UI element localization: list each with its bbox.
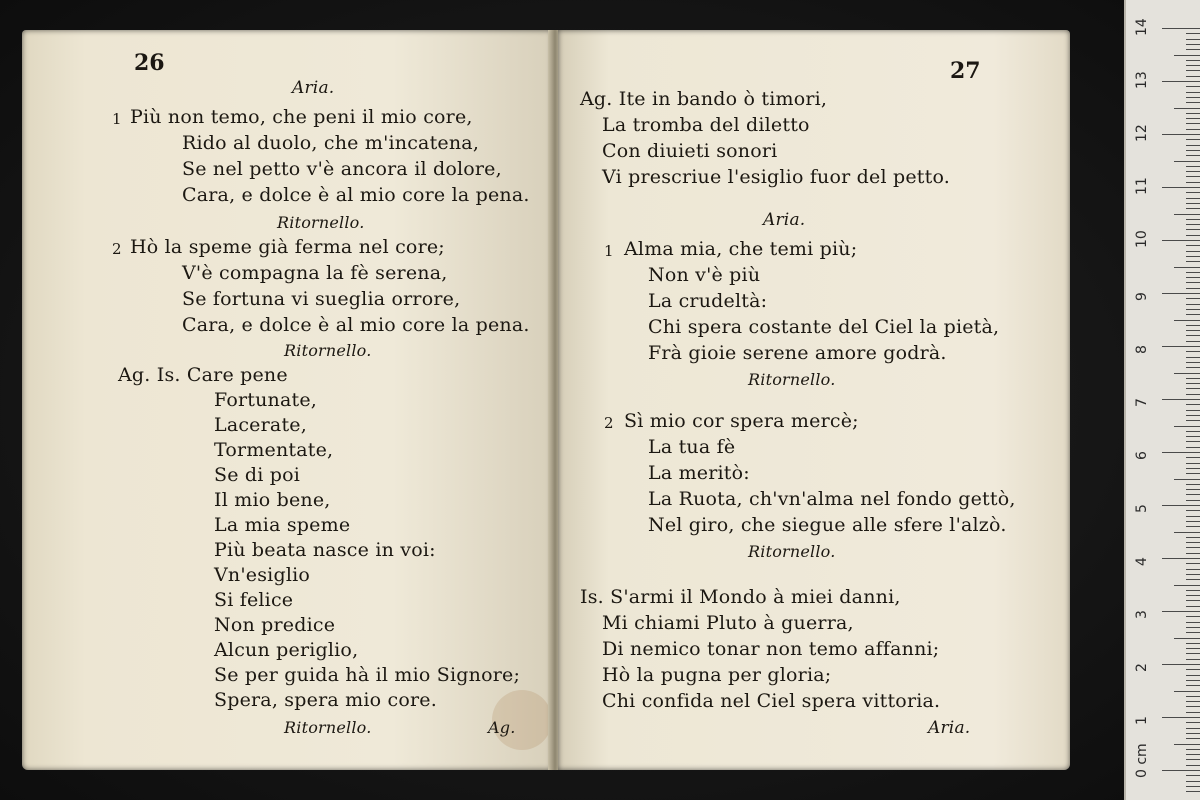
text-line: Se di poi: [214, 464, 301, 486]
ruler-tick: [1186, 759, 1200, 760]
ruler-tick: [1186, 712, 1200, 713]
ruler-tick: [1186, 510, 1200, 511]
ruler-tick: [1186, 675, 1200, 676]
ruler-tick: [1162, 717, 1200, 718]
ruler-tick: [1174, 585, 1200, 586]
ruler-tick: [1186, 272, 1200, 273]
ruler-tick: [1186, 357, 1200, 358]
ruler-tick: [1186, 404, 1200, 405]
ruler-tick: [1174, 373, 1200, 374]
ruler-tick: [1186, 521, 1200, 522]
ruler-tick: [1186, 473, 1200, 474]
ruler-tick: [1162, 346, 1200, 347]
ruler-tick: [1186, 500, 1200, 501]
ruler-tick: [1174, 267, 1200, 268]
ruler-tick: [1186, 553, 1200, 554]
ritornello-label: Ritornello.: [284, 718, 372, 737]
ruler-tick: [1186, 325, 1200, 326]
text-line: Nel giro, che siegue alle sfere l'alzò.: [648, 514, 1007, 536]
ruler-tick: [1174, 108, 1200, 109]
text-line: La tromba del diletto: [602, 114, 810, 136]
ruler-tick: [1186, 791, 1200, 792]
ruler-tick: [1174, 426, 1200, 427]
ruler-tick: [1186, 569, 1200, 570]
ruler-tick: [1186, 627, 1200, 628]
text-line: Non predice: [214, 614, 336, 636]
ruler-tick: [1186, 304, 1200, 305]
ruler-tick: [1186, 86, 1200, 87]
ruler-tick: [1186, 542, 1200, 543]
text-line: Più beata nasce in voi:: [214, 539, 436, 561]
ruler-tick: [1162, 28, 1200, 29]
ruler-tick: [1186, 680, 1200, 681]
ruler-tick: [1186, 606, 1200, 607]
ruler-tick: [1186, 563, 1200, 564]
text-line: Spera, spera mio core.: [214, 689, 437, 711]
text-line: Hò la speme già ferma nel core;: [130, 236, 445, 258]
ruler-tick: [1186, 33, 1200, 34]
ruler-tick: [1186, 547, 1200, 548]
ruler-tick: [1186, 431, 1200, 432]
ruler-tick: [1186, 669, 1200, 670]
ruler-tick: [1186, 706, 1200, 707]
ruler-tick: [1186, 298, 1200, 299]
ruler-tick: [1186, 309, 1200, 310]
ruler-tick: [1174, 744, 1200, 745]
ruler-label: 1: [1134, 716, 1150, 725]
ruler-tick: [1186, 92, 1200, 93]
ruler-tick: [1186, 166, 1200, 167]
ruler-tick: [1186, 733, 1200, 734]
text-line: Rido al duolo, che m'incatena,: [182, 132, 480, 154]
ruler-tick: [1174, 479, 1200, 480]
text-line: Cara, e dolce è al mio core la pena.: [182, 314, 530, 336]
ritornello-label: Ritornello.: [284, 341, 372, 360]
ruler-label: 6: [1134, 451, 1150, 460]
text-line: La mia speme: [214, 514, 351, 536]
ruler-tick: [1186, 97, 1200, 98]
ruler-tick: [1186, 383, 1200, 384]
ruler-tick: [1186, 410, 1200, 411]
text-line: La tua fè: [648, 436, 736, 458]
ruler-tick: [1186, 219, 1200, 220]
ruler-tick: [1186, 600, 1200, 601]
ruler-tick: [1186, 314, 1200, 315]
text-line: La meritò:: [648, 462, 750, 484]
text-line: La crudeltà:: [648, 290, 768, 312]
ruler-tick: [1186, 643, 1200, 644]
ruler-tick: [1186, 754, 1200, 755]
ruler-tick: [1186, 367, 1200, 368]
ruler-tick: [1186, 208, 1200, 209]
text-line: Non v'è più: [648, 264, 761, 286]
ruler-tick: [1186, 632, 1200, 633]
ruler-label: 0 cm: [1134, 743, 1150, 778]
text-line: Cara, e dolce è al mio core la pena.: [182, 184, 530, 206]
ruler-tick: [1186, 394, 1200, 395]
ruler-tick: [1162, 81, 1200, 82]
ruler-tick: [1186, 277, 1200, 278]
ruler-tick: [1186, 484, 1200, 485]
ruler-tick: [1162, 664, 1200, 665]
ruler-tick: [1186, 282, 1200, 283]
text-line: Se fortuna vi sueglia orrore,: [182, 288, 461, 310]
left-page-number: 26: [134, 50, 165, 76]
ruler-tick: [1186, 229, 1200, 230]
ruler-tick: [1186, 330, 1200, 331]
ruler-label: 12: [1134, 124, 1150, 142]
left-page: [22, 30, 552, 770]
ruler-tick: [1186, 441, 1200, 442]
ruler-tick: [1186, 351, 1200, 352]
text-line: Con diuieti sonori: [602, 140, 778, 162]
ruler-tick: [1186, 251, 1200, 252]
text-line: V'è compagna la fè serena,: [182, 262, 448, 284]
text-line: Ag. Is. Care pene: [118, 364, 288, 386]
ruler-label: 8: [1134, 345, 1150, 354]
text-line: Ag. Ite in bando ò timori,: [580, 88, 828, 110]
text-line: Il mio bene,: [214, 489, 331, 511]
ruler-tick: [1174, 691, 1200, 692]
ruler-tick: [1186, 420, 1200, 421]
ruler-tick: [1186, 738, 1200, 739]
ruler-tick: [1186, 65, 1200, 66]
ruler-tick: [1186, 786, 1200, 787]
ruler-tick: [1186, 765, 1200, 766]
ruler-tick: [1186, 574, 1200, 575]
ruler-tick: [1186, 60, 1200, 61]
text-line: Fortunate,: [214, 389, 318, 411]
ritornello-label: Ritornello.: [748, 542, 836, 561]
ruler-tick: [1162, 240, 1200, 241]
ruler-tick: [1186, 145, 1200, 146]
right-page: [558, 30, 1070, 770]
ruler-tick: [1186, 39, 1200, 40]
ruler-tick: [1186, 150, 1200, 151]
text-line: Vn'esiglio: [214, 564, 311, 586]
ritornello-label: Ritornello.: [277, 213, 365, 232]
ruler-tick: [1186, 176, 1200, 177]
ruler-tick: [1186, 537, 1200, 538]
text-line: Mi chiami Pluto à guerra,: [602, 612, 854, 634]
ruler-tick: [1174, 532, 1200, 533]
text-line: Si felice: [214, 589, 294, 611]
ritornello-label: Ritornello.: [748, 370, 836, 389]
ruler-label: 7: [1134, 398, 1150, 407]
text-line: Se per guida hà il mio Signore;: [214, 664, 521, 686]
right-heading: Aria.: [763, 210, 806, 230]
ruler-tick: [1174, 320, 1200, 321]
ruler-tick: [1186, 129, 1200, 130]
ruler-tick: [1186, 388, 1200, 389]
ruler-tick: [1186, 49, 1200, 50]
ruler-tick: [1186, 436, 1200, 437]
ruler-tick: [1186, 526, 1200, 527]
ruler-tick: [1186, 198, 1200, 199]
ruler-tick: [1186, 415, 1200, 416]
ruler-tick: [1162, 134, 1200, 135]
ruler-tick: [1186, 70, 1200, 71]
ruler-tick: [1186, 722, 1200, 723]
ruler-tick: [1186, 341, 1200, 342]
ruler-label: 11: [1134, 177, 1150, 195]
text-line: Di nemico tonar non temo affanni;: [602, 638, 940, 660]
ruler-tick: [1186, 685, 1200, 686]
verse-number: 1: [604, 242, 614, 260]
ruler-tick: [1186, 701, 1200, 702]
text-line: Hò la pugna per gloria;: [602, 664, 832, 686]
ruler-tick: [1186, 123, 1200, 124]
ruler-tick: [1186, 516, 1200, 517]
ruler-tick: [1186, 102, 1200, 103]
ruler-tick: [1186, 235, 1200, 236]
text-line: Frà gioie serene amore godrà.: [648, 342, 947, 364]
left-heading: Aria.: [292, 78, 335, 98]
ruler-tick: [1186, 118, 1200, 119]
ruler-tick: [1174, 161, 1200, 162]
ruler-tick: [1186, 468, 1200, 469]
ruler-label: 3: [1134, 610, 1150, 619]
ruler-label: 10: [1134, 230, 1150, 248]
ruler-tick: [1186, 256, 1200, 257]
ruler-tick: [1162, 293, 1200, 294]
ruler-tick: [1186, 192, 1200, 193]
ruler-tick: [1186, 494, 1200, 495]
text-line: La Ruota, ch'vn'alma nel fondo gettò,: [648, 488, 1016, 510]
ruler-tick: [1186, 457, 1200, 458]
ruler-tick: [1186, 590, 1200, 591]
text-line: Sì mio cor spera mercè;: [624, 410, 859, 432]
ruler-tick: [1186, 595, 1200, 596]
text-line: Alma mia, che temi più;: [624, 238, 858, 260]
ruler-label: 13: [1134, 71, 1150, 89]
ruler-tick: [1186, 749, 1200, 750]
measurement-ruler: [1124, 0, 1200, 800]
ruler-tick: [1174, 214, 1200, 215]
ruler-tick: [1162, 770, 1200, 771]
ruler-tick: [1186, 622, 1200, 623]
ruler-tick: [1162, 611, 1200, 612]
ruler-tick: [1162, 452, 1200, 453]
text-line: Vi prescriue l'esiglio fuor del petto.: [602, 166, 951, 188]
ruler-tick: [1186, 171, 1200, 172]
ruler-tick: [1186, 261, 1200, 262]
ruler-tick: [1186, 113, 1200, 114]
ruler-tick: [1174, 638, 1200, 639]
ruler-tick: [1186, 245, 1200, 246]
ruler-tick: [1186, 659, 1200, 660]
ruler-tick: [1186, 335, 1200, 336]
text-line: Is. S'armi il Mondo à miei danni,: [580, 586, 901, 608]
ruler-label: 2: [1134, 663, 1150, 672]
ruler-label: 4: [1134, 557, 1150, 566]
right-page-number: 27: [950, 58, 981, 84]
ruler-tick: [1186, 648, 1200, 649]
ruler-tick: [1186, 616, 1200, 617]
open-book: [18, 22, 1080, 774]
text-line: Lacerate,: [214, 414, 307, 436]
ruler-tick: [1186, 44, 1200, 45]
verse-number: 2: [112, 240, 122, 258]
verse-number: 1: [112, 110, 122, 128]
ruler-tick: [1174, 55, 1200, 56]
ruler-tick: [1186, 76, 1200, 77]
text-line: Più non temo, che peni il mio core,: [130, 106, 473, 128]
ruler-tick: [1186, 463, 1200, 464]
ruler-tick: [1186, 447, 1200, 448]
ruler-tick: [1186, 155, 1200, 156]
ruler-tick: [1186, 378, 1200, 379]
ruler-label: 5: [1134, 504, 1150, 513]
catchword: Aria.: [928, 718, 971, 738]
ruler-tick: [1186, 579, 1200, 580]
text-line: Tormentate,: [214, 439, 334, 461]
text-line: Chi spera costante del Ciel la pietà,: [648, 316, 1000, 338]
ruler-tick: [1162, 558, 1200, 559]
ruler-tick: [1186, 224, 1200, 225]
ruler-tick: [1186, 362, 1200, 363]
text-line: Chi confida nel Ciel spera vittoria.: [602, 690, 941, 712]
ruler-label: 9: [1134, 292, 1150, 301]
catchword: Ag.: [488, 718, 516, 737]
ruler-tick: [1186, 696, 1200, 697]
verse-number: 2: [604, 414, 614, 432]
text-line: Se nel petto v'è ancora il dolore,: [182, 158, 502, 180]
ruler-label: 14: [1134, 18, 1150, 36]
ruler-tick: [1186, 728, 1200, 729]
ruler-tick: [1186, 775, 1200, 776]
ruler-tick: [1186, 653, 1200, 654]
ruler-tick: [1186, 182, 1200, 183]
ruler-tick: [1186, 139, 1200, 140]
ruler-tick: [1186, 781, 1200, 782]
ruler-tick: [1162, 505, 1200, 506]
ruler-tick: [1162, 399, 1200, 400]
ruler-tick: [1186, 489, 1200, 490]
ruler-tick: [1186, 288, 1200, 289]
ruler-tick: [1186, 203, 1200, 204]
text-line: Alcun periglio,: [214, 639, 359, 661]
ruler-tick: [1162, 187, 1200, 188]
